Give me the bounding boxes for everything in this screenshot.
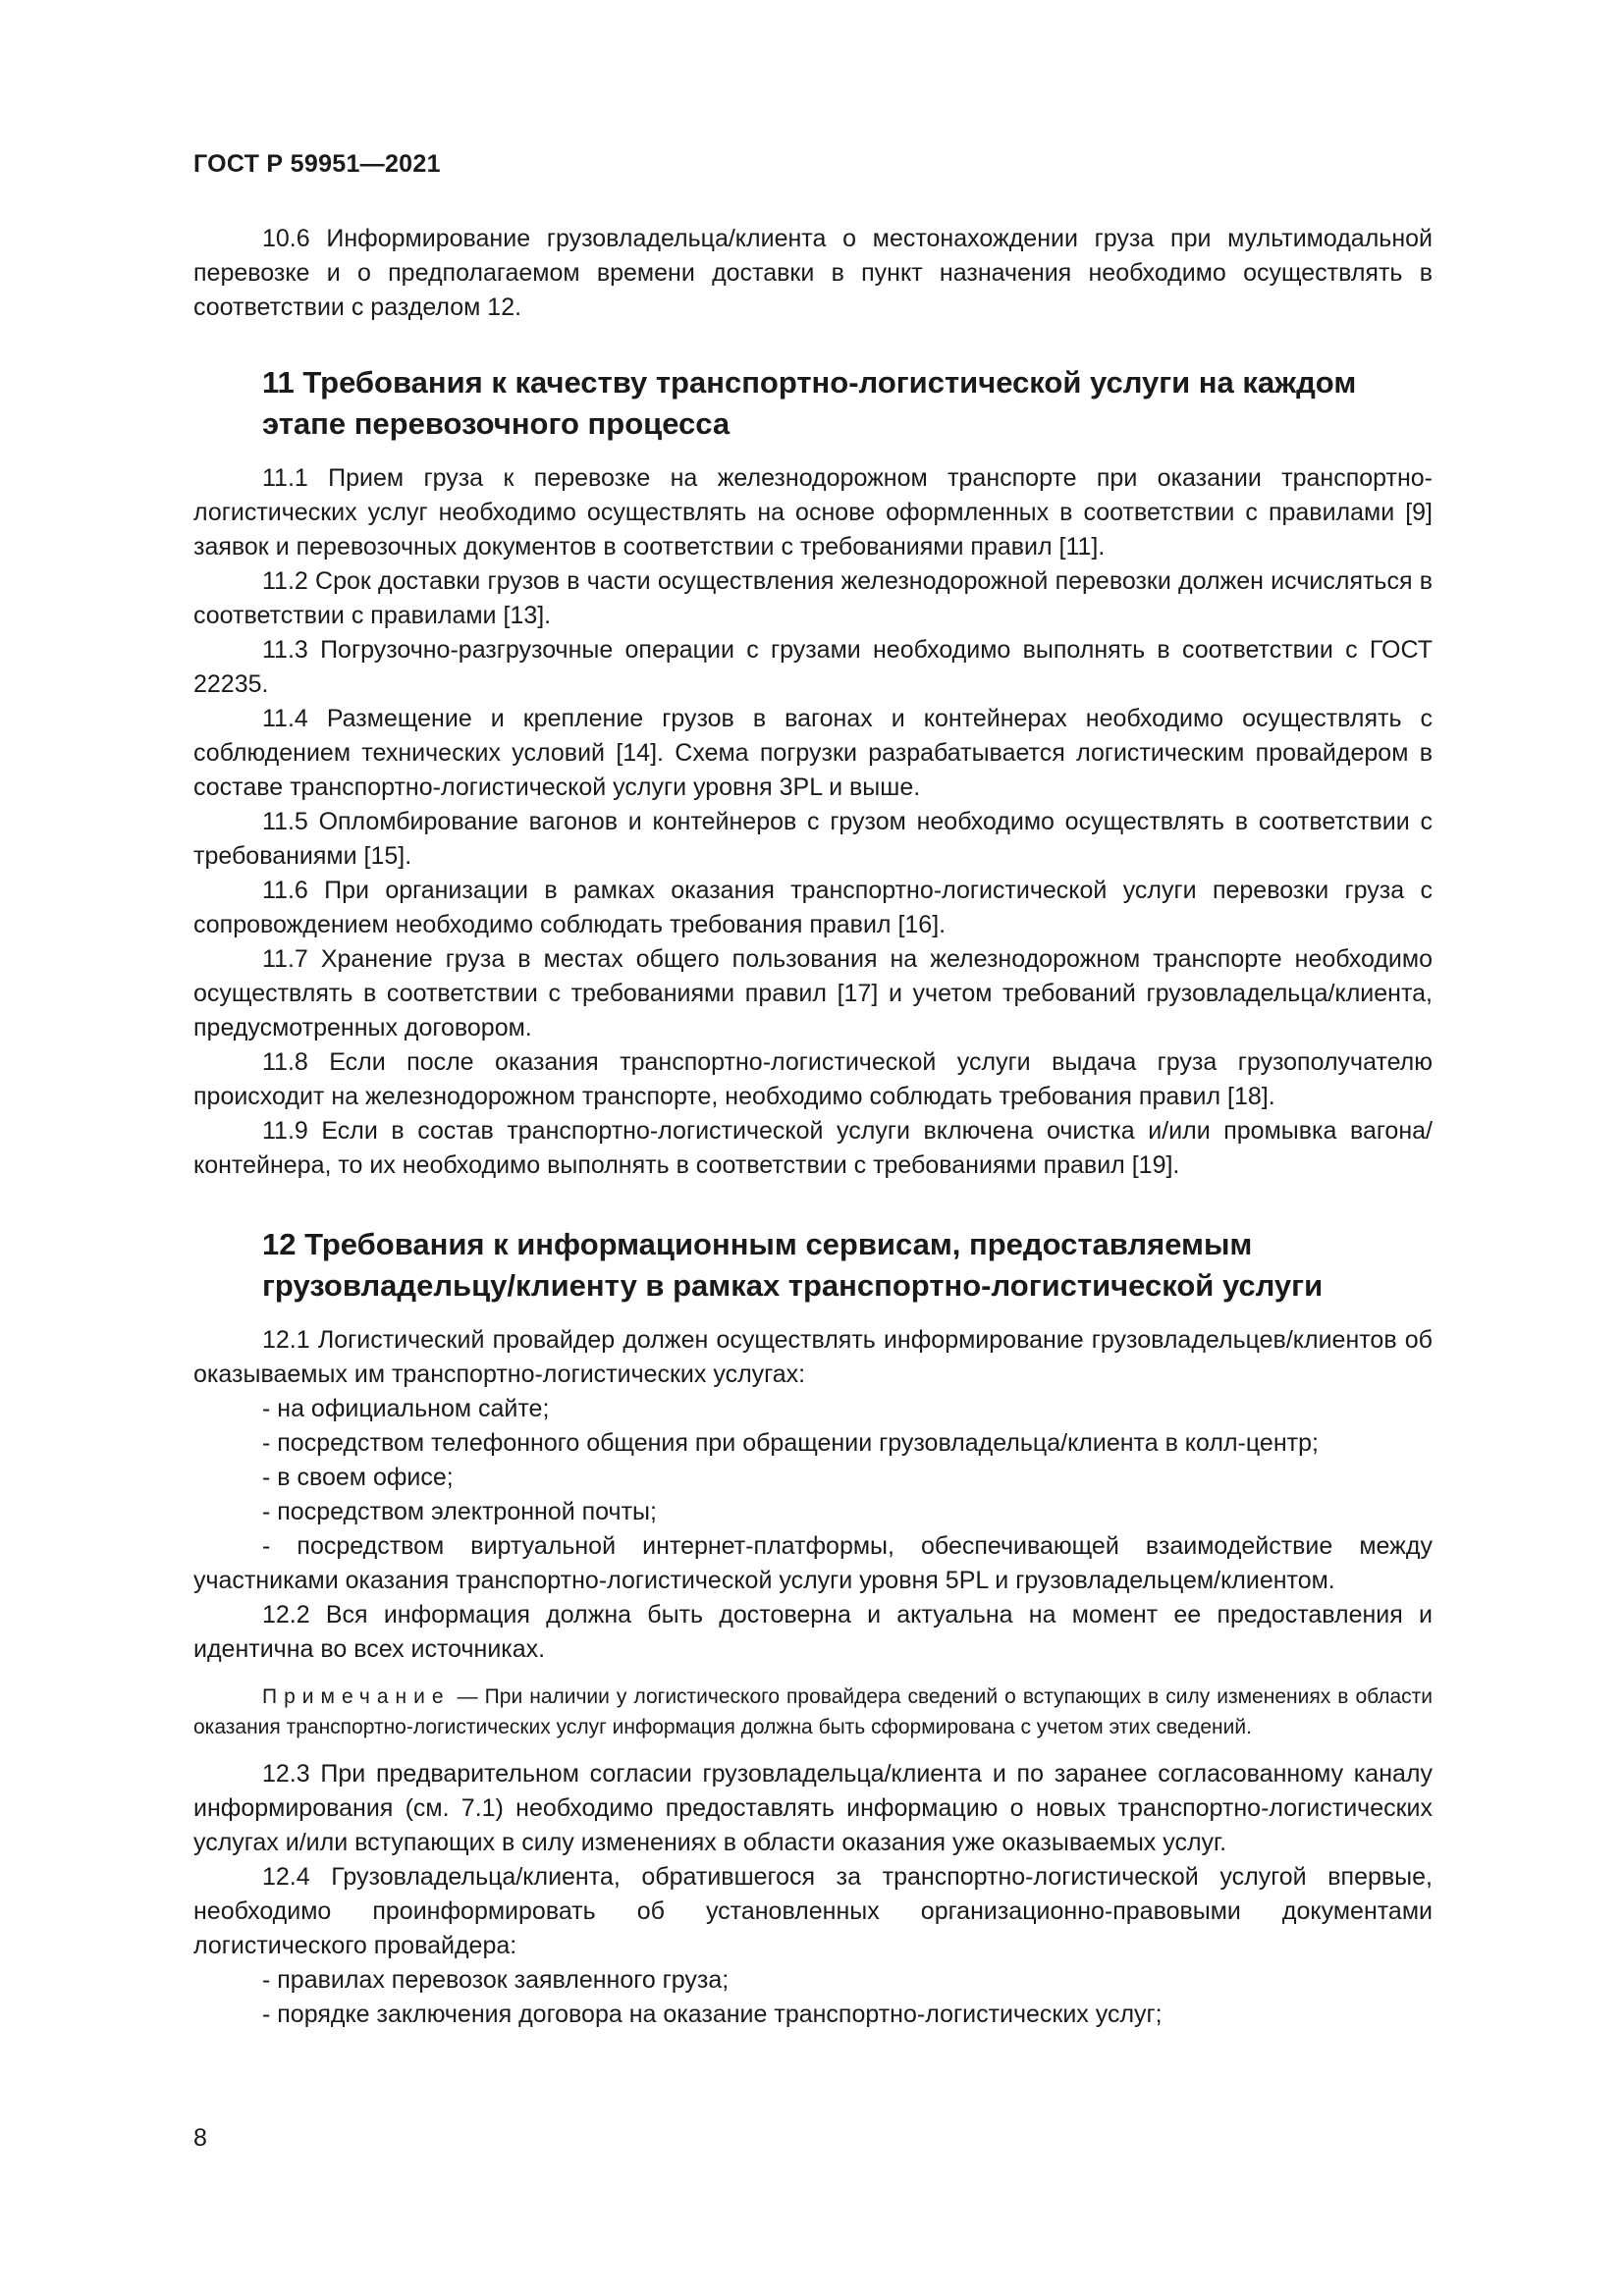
page-number: 8: [193, 2124, 207, 2152]
list-item: - посредством виртуальной интернет-платформы, обеспечивающей взаимодействие между участниками оказания транспортно-логистической услуги уровня 5PL и грузовладельцем/клиентом.: [193, 1532, 1433, 1594]
paragraph-11-5: 11.5 Опломбирование вагонов и контейнеров с грузом необходимо осуществлять в соответствии с требованиями [15].: [193, 808, 1433, 870]
list-item: - посредством электронной почты;: [262, 1498, 657, 1525]
section-11-heading: 11 Требования к качеству транспортно-логистической услуги на каждом этапе перевозочного процесса: [262, 365, 1357, 441]
paragraph-11-9: 11.9 Если в состав транспортно-логистической услуги включена очистка и/или промывка вагона/контейнера, то их необходимо выполнять в соответствии с требованиями правил [19].: [193, 1117, 1433, 1179]
list-item: - на официальном сайте;: [262, 1395, 550, 1422]
note-label: Примечание: [262, 1685, 451, 1708]
section-12-heading: 12 Требования к информационным сервисам, предоставляемым грузовладельцу/клиенту в рамках транспортно-логистической услуги: [262, 1227, 1324, 1303]
paragraph-11-7: 11.7 Хранение груза в местах общего пользования на железнодорожном транспорте необходимо осуществлять в соответствии с требованиями правил [17] и учетом требований грузовладельца/клиента, предусмотренных договором.: [193, 945, 1433, 1041]
list-item: - посредством телефонного общения при обращении грузовладельца/клиента в колл-центр;: [262, 1429, 1319, 1457]
paragraph-11-8: 11.8 Если после оказания транспортно-логистической услуги выдача груза грузополучателю происходит на железнодорожном транспорте, необходимо соблюдать требования правил [18].: [193, 1048, 1433, 1110]
paragraph-11-2: 11.2 Срок доставки грузов в части осуществления железнодорожной перевозки должен исчисляться в соответствии с правилами [13].: [193, 567, 1433, 629]
paragraph-11-4: 11.4 Размещение и крепление грузов в вагонах и контейнерах необходимо осуществлять с соблюдением технических условий [14]. Схема погрузки разрабатывается логистическим провайдером в составе транспортно-логистической услуги уровня 3PL и выше.: [193, 705, 1433, 801]
note-text: — При наличии у логистического провайдера сведений о вступающих в силу изменениях в области оказания транспортно-логистических услуг информация должна быть сформирована с учетом этих сведений.: [193, 1685, 1433, 1738]
list-item: - в своем офисе;: [262, 1464, 454, 1491]
paragraph-12-1: 12.1 Логистический провайдер должен осуществлять информирование грузовладельцев/клиентов об оказываемых им транспортно-логистических услугах:: [193, 1326, 1433, 1388]
paragraph-10-6: 10.6 Информирование грузовладельца/клиента о местонахождении груза при мультимодальной перевозке и о предполагаемом времени доставки в пункт назначения необходимо осуществлять в соответствии с разделом 12.: [193, 225, 1433, 321]
document-header: ГОСТ Р 59951—2021: [193, 150, 441, 178]
document-body: [193, 222, 1433, 2032]
list-item: - порядке заключения договора на оказание транспортно-логистических услуг;: [262, 2001, 1163, 2028]
note: [193, 1682, 1433, 1742]
paragraph-11-6: 11.6 При организации в рамках оказания транспортно-логистической услуги перевозки груза с сопровождением необходимо соблюдать требования правил [16].: [193, 877, 1433, 938]
list-item: - правилах перевозок заявленного груза;: [262, 1966, 730, 1994]
paragraph-11-3: 11.3 Погрузочно-разгрузочные операции с грузами необходимо выполнять в соответствии с ГОСТ 22235.: [193, 636, 1433, 698]
paragraph-12-3: 12.3 При предварительном согласии грузовладельца/клиента и по заранее согласованному каналу информирования (см. 7.1) необходимо предоставлять информацию о новых транспортно-логистических услугах и/или вступающих в силу изменениях в области оказания уже оказываемых услуг.: [193, 1760, 1433, 1856]
paragraph-12-4: 12.4 Грузовладельца/клиента, обратившегося за транспортно-логистической услугой впервые, необходимо проинформировать об установленных организационно-правовыми документами логистического провайдера:: [193, 1863, 1433, 1959]
paragraph-12-2: 12.2 Вся информация должна быть достоверна и актуальна на момент ее предоставления и идентична во всех источниках.: [193, 1601, 1433, 1663]
paragraph-11-1: 11.1 Прием груза к перевозке на железнодорожном транспорте при оказании транспортно-логистических услуг необходимо осуществлять на основе оформленных в соответствии с правилами [9] заявок и перевозочных документов в соответствии с требованиями правил [11].: [193, 464, 1433, 561]
